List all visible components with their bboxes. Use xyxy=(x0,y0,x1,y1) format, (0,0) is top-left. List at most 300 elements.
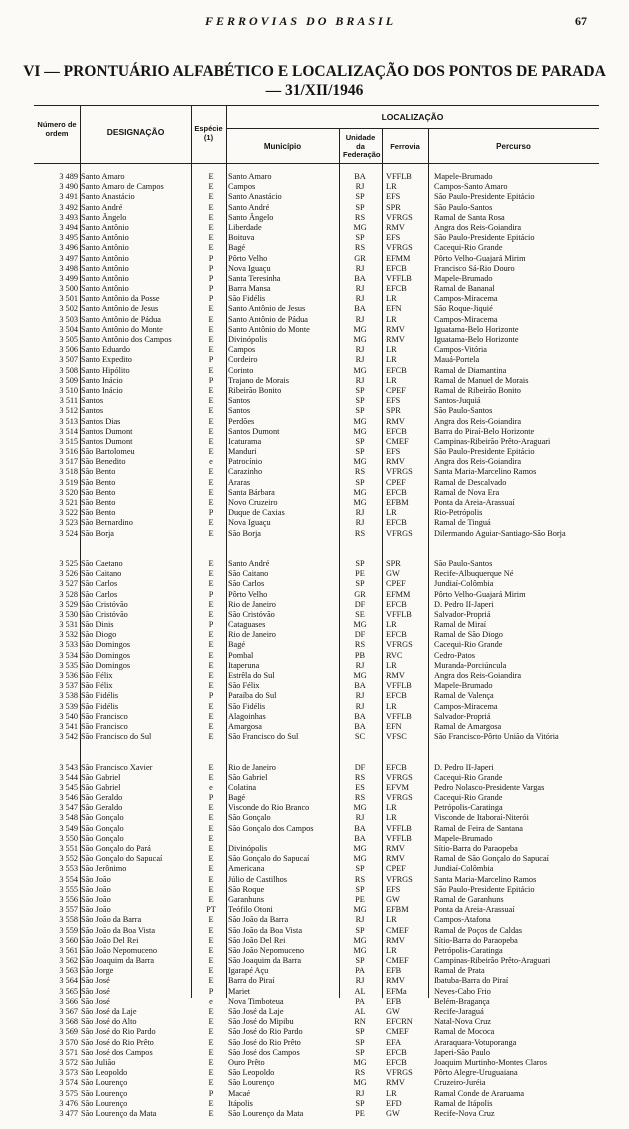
cell-numero: 3 508 xyxy=(59,365,78,375)
title-line-2: — 31/XII/1946 xyxy=(265,82,364,99)
cell-uf: RJ xyxy=(355,182,365,192)
cell-percurso: Santos-Juquiá xyxy=(434,396,481,406)
cell-designacao: Santo Eduardo xyxy=(81,345,131,355)
cell-especie: e xyxy=(209,782,213,792)
cell-percurso: Mapele-Brumado xyxy=(434,681,493,691)
cell-especie: P xyxy=(208,620,214,630)
table-row xyxy=(34,345,599,355)
cell-designacao: São Jerônimo xyxy=(81,864,127,874)
cell-especie: E xyxy=(208,1007,214,1017)
cell-uf: RJ xyxy=(355,701,365,711)
cell-especie: E xyxy=(208,854,214,864)
cell-percurso: Ramal Conde de Araruama xyxy=(434,1088,525,1098)
cell-ferrovia: EFS xyxy=(386,192,401,202)
cell-municipio: Macaé xyxy=(228,1088,251,1098)
cell-numero: 3 532 xyxy=(59,630,78,640)
cell-designacao: São Gonçalo do Pará xyxy=(81,844,151,854)
cell-municipio: Pombal xyxy=(228,650,254,660)
cell-designacao: São Francisco do Sul xyxy=(81,732,152,742)
cell-uf: AL xyxy=(354,1007,366,1017)
cell-uf: MG xyxy=(353,222,367,232)
cell-percurso: Iguatama-Belo Horizonte xyxy=(434,335,519,344)
cell-numero: 3 554 xyxy=(59,874,78,884)
cell-uf: SP xyxy=(355,956,365,966)
cell-municipio: São Roque xyxy=(228,884,265,894)
cell-especie: E xyxy=(208,650,214,660)
table-row xyxy=(34,508,599,518)
cell-designacao: São João xyxy=(81,874,111,884)
cell-percurso: Cacequi-Rio Grande xyxy=(434,772,503,782)
cell-uf: BA xyxy=(354,304,366,314)
cell-municipio: Nova Timboteua xyxy=(228,996,284,1006)
cell-ferrovia: VFSC xyxy=(386,732,407,742)
page-number: 67 xyxy=(575,14,587,28)
cell-percurso: São Paulo-Presidente Epitácio xyxy=(434,233,535,243)
header-ferrovia: Ferrovia xyxy=(390,142,420,151)
cell-municipio: Garanhuns xyxy=(228,894,264,904)
cell-numero: 3 495 xyxy=(59,233,78,243)
cell-numero: 3 499 xyxy=(59,273,78,283)
cell-municipio: Perdões xyxy=(228,416,255,426)
cell-uf: SP xyxy=(355,202,365,212)
table-row xyxy=(34,304,599,314)
cell-municipio: Santa Teresinha xyxy=(228,273,281,283)
cell-numero: 3 523 xyxy=(59,518,78,528)
cell-municipio: Corinto xyxy=(228,365,254,375)
cell-percurso: Muranda-Porciúncula xyxy=(434,660,507,670)
table-row xyxy=(34,559,599,569)
cell-municipio: Bagé xyxy=(228,640,246,650)
cell-especie: E xyxy=(208,609,214,619)
cell-uf: SP xyxy=(355,884,365,894)
cell-uf: RJ xyxy=(355,976,365,986)
header-percurso: Percurso xyxy=(496,142,531,151)
cell-numero: 3 543 xyxy=(59,762,78,772)
cell-numero: 3 527 xyxy=(59,579,78,589)
cell-numero: 3 528 xyxy=(59,589,78,599)
cell-especie: E xyxy=(208,467,214,477)
cell-designacao: Santo Antônio xyxy=(81,222,129,232)
cell-numero: 3 514 xyxy=(59,426,78,436)
cell-uf: MG xyxy=(353,945,367,955)
cell-especie: E xyxy=(208,426,214,436)
cell-percurso: Jundiaí-Colômbia xyxy=(434,579,494,589)
cell-especie: P xyxy=(208,273,214,283)
cell-municipio: Rio de Janeiro xyxy=(228,630,276,640)
cell-percurso: Santa Maria-Marcelino Ramos xyxy=(434,874,537,884)
cell-municipio: Santo André xyxy=(228,558,270,568)
cell-uf: PE xyxy=(355,569,365,579)
running-head xyxy=(0,14,629,34)
cell-municipio: Patrocínio xyxy=(228,457,263,467)
cell-especie: E xyxy=(208,416,214,426)
cell-uf: AL xyxy=(354,986,366,996)
cell-percurso: Visconde de Itaboraí-Niterói xyxy=(434,813,529,823)
table-row xyxy=(34,335,599,345)
cell-designacao: São Bento xyxy=(81,477,116,487)
cell-ferrovia: EFS xyxy=(386,396,401,406)
cell-ferrovia: EFS xyxy=(386,447,401,457)
cell-municipio: Barra do Piraí xyxy=(228,976,275,986)
cell-uf: RS xyxy=(354,772,366,782)
cell-numero: 3 560 xyxy=(59,935,78,945)
cell-municipio: Pôrto Velho xyxy=(228,253,268,263)
cell-designacao: São Cristóvão xyxy=(81,609,128,619)
cell-especie: E xyxy=(208,518,214,528)
cell-ferrovia: EFCB xyxy=(386,365,407,375)
cell-especie: E xyxy=(208,1047,214,1057)
table-row xyxy=(34,997,599,1007)
cell-numero: 3 505 xyxy=(59,335,78,344)
cell-ferrovia: VFFLB xyxy=(386,833,412,843)
cell-percurso: São Paulo-Presidente Epitácio xyxy=(434,884,535,894)
cell-ferrovia: VFRGS xyxy=(386,1068,413,1078)
cell-municipio: São Cristóvão xyxy=(228,609,275,619)
cell-municipio: São Gonçalo xyxy=(228,813,271,823)
cell-percurso: Cacequi-Rio Grande xyxy=(434,640,503,650)
cell-designacao: Santos Dumont xyxy=(81,426,133,436)
cell-ferrovia: CMEF xyxy=(386,1027,409,1037)
cell-numero: 3 559 xyxy=(59,925,78,935)
cell-designacao: Santo Antônio da Posse xyxy=(81,294,160,304)
cell-municipio: Pôrto Velho xyxy=(228,589,268,599)
cell-ferrovia: VFRGS xyxy=(386,212,413,222)
cell-designacao: São Francisco xyxy=(81,721,128,731)
cell-designacao: São Bartolomeu xyxy=(81,447,135,457)
cell-especie: E xyxy=(208,925,214,935)
cell-percurso: Cacequi-Rio Grande xyxy=(434,243,503,253)
cell-uf: DF xyxy=(354,599,366,609)
table-row xyxy=(34,203,599,213)
cell-designacao: São Caetano xyxy=(81,558,123,568)
header-designacao: DESIGNAÇÃO xyxy=(106,127,165,137)
cell-designacao: São Fidélis xyxy=(81,691,119,701)
cell-municipio: São João Nepomuceno xyxy=(228,945,305,955)
cell-numero: 3 556 xyxy=(59,894,78,904)
cell-designacao: São Bento xyxy=(81,498,116,507)
cell-percurso: Petrópolis-Caratinga xyxy=(434,803,503,813)
cell-especie: E xyxy=(208,956,214,966)
cell-municipio: Liberdade xyxy=(228,222,262,232)
cell-numero: 3 534 xyxy=(59,650,78,660)
cell-ferrovia: EFN xyxy=(386,304,402,314)
table-row xyxy=(34,630,599,640)
cell-especie: E xyxy=(208,711,214,721)
cell-especie: E xyxy=(208,182,214,192)
cell-numero: 3 569 xyxy=(59,1027,78,1037)
cell-numero: 3 537 xyxy=(59,681,78,691)
cell-percurso: Recife-Jaraguá xyxy=(434,1007,484,1017)
cell-ferrovia: RMV xyxy=(386,935,405,945)
table-row xyxy=(34,1109,599,1119)
cell-percurso: Mapele-Brumado xyxy=(434,833,493,843)
cell-numero: 3 542 xyxy=(59,732,78,742)
cell-ferrovia: SPR xyxy=(386,202,401,212)
cell-numero: 3 489 xyxy=(59,172,78,181)
cell-numero: 3 555 xyxy=(59,884,78,894)
cell-percurso: Cacequi-Rio Grande xyxy=(434,793,503,803)
cell-designacao: Santo Ângelo xyxy=(81,212,127,222)
cell-municipio: Santos Dumont xyxy=(228,426,280,436)
cell-numero: 3 496 xyxy=(59,243,78,253)
cell-especie: P xyxy=(208,294,214,304)
cell-municipio: São João da Boa Vista xyxy=(228,925,303,935)
cell-especie: E xyxy=(208,966,214,976)
cell-uf: MG xyxy=(353,365,367,375)
table-row xyxy=(34,223,599,233)
cell-percurso: Neves-Cabo Frio xyxy=(434,986,491,996)
cell-designacao: São José do Rio Prêto xyxy=(81,1037,154,1047)
table-row xyxy=(34,1007,599,1017)
cell-numero: 3 501 xyxy=(59,294,78,304)
cell-numero: 3 517 xyxy=(59,457,78,467)
cell-municipio: Novo Cruzeiro xyxy=(228,498,278,507)
cell-ferrovia: LR xyxy=(386,294,397,304)
table-row xyxy=(34,1048,599,1058)
table-row xyxy=(34,396,599,406)
cell-especie: E xyxy=(208,335,214,344)
cell-percurso: Rio-Petrópolis xyxy=(434,508,483,518)
cell-ferrovia: EFVM xyxy=(386,782,410,792)
cell-percurso: Ponta da Areia-Arassuaí xyxy=(434,498,515,507)
cell-ferrovia: EFS xyxy=(386,884,401,894)
cell-especie: E xyxy=(208,436,214,446)
cell-designacao: São Domingos xyxy=(81,660,131,670)
cell-percurso: Petrópolis-Caratinga xyxy=(434,945,503,955)
cell-designacao: Santo Inácio xyxy=(81,375,123,385)
cell-ferrovia: RMV xyxy=(386,854,405,864)
cell-numero: 3 549 xyxy=(59,823,78,833)
cell-especie: E xyxy=(208,202,214,212)
cell-designacao: Santos Dias xyxy=(81,416,121,426)
cell-especie: E xyxy=(208,1017,214,1027)
cell-ferrovia: CMEF xyxy=(386,436,409,446)
table-row xyxy=(34,834,599,844)
cell-percurso: Ramal de Nova Era xyxy=(434,487,500,497)
cell-designacao: São Francisco xyxy=(81,711,128,721)
table-row xyxy=(34,976,599,986)
cell-numero: 3 533 xyxy=(59,640,78,650)
table-row xyxy=(34,783,599,793)
table-row xyxy=(34,803,599,813)
cell-municipio: Divinópolis xyxy=(228,335,268,344)
cell-numero: 3 498 xyxy=(59,263,78,273)
cell-percurso: São Paulo-Santos xyxy=(434,558,493,568)
cell-designacao: São Lourenço xyxy=(81,1078,128,1088)
cell-especie: PT xyxy=(206,905,216,915)
table-row xyxy=(34,569,599,579)
cell-numero: 3 524 xyxy=(59,528,78,538)
cell-designacao: São Diogo xyxy=(81,630,117,640)
cell-uf: BA xyxy=(354,833,366,843)
cell-numero: 3 567 xyxy=(59,1007,78,1017)
cell-numero: 3 525 xyxy=(59,558,78,568)
cell-numero: 3 557 xyxy=(59,905,78,915)
table-row xyxy=(34,355,599,365)
cell-percurso: Ponta da Areia-Arassuaí xyxy=(434,905,515,915)
table-row xyxy=(34,172,599,182)
cell-ferrovia: RMV xyxy=(386,335,405,344)
cell-designacao: São José xyxy=(81,986,110,996)
cell-municipio: Campos xyxy=(228,345,256,355)
cell-municipio: São Leopoldo xyxy=(228,1068,275,1078)
cell-ferrovia: CPEF xyxy=(386,477,406,487)
cell-percurso: Recife-Albuquerque Né xyxy=(434,569,514,579)
table-row xyxy=(34,691,599,701)
table-row xyxy=(34,915,599,925)
cell-uf: SP xyxy=(355,477,365,487)
cell-designacao: São Gonçalo xyxy=(81,823,124,833)
cell-numero: 3 477 xyxy=(59,1108,78,1118)
cell-especie: E xyxy=(208,304,214,314)
cell-uf: SP xyxy=(355,192,365,202)
cell-ferrovia: EFCRN xyxy=(386,1017,413,1027)
row-group xyxy=(34,763,599,1120)
cell-uf: RJ xyxy=(355,691,365,701)
cell-especie: P xyxy=(208,253,214,263)
cell-especie: E xyxy=(208,762,214,772)
table-top-rule xyxy=(34,105,599,106)
cell-especie: E xyxy=(208,599,214,609)
cell-numero: 3 558 xyxy=(59,915,78,925)
cell-numero: 3 566 xyxy=(59,996,78,1006)
cell-ferrovia: LR xyxy=(386,182,397,192)
cell-uf: MG xyxy=(353,1057,367,1067)
cell-municipio: São Lourenço da Mata xyxy=(228,1108,304,1118)
cell-ferrovia: EFCB xyxy=(386,263,407,273)
cell-especie: E xyxy=(208,579,214,589)
cell-percurso: Ramal de Bananal xyxy=(434,284,495,294)
cell-ferrovia: LR xyxy=(386,945,397,955)
cell-municipio: Cataguases xyxy=(228,620,266,630)
table-row xyxy=(34,1058,599,1068)
cell-numero: 3 507 xyxy=(59,355,78,365)
table-row xyxy=(34,895,599,905)
cell-ferrovia: VFRGS xyxy=(386,793,413,803)
cell-uf: MG xyxy=(353,324,367,334)
cell-uf: RS xyxy=(354,528,366,538)
cell-municipio: Colatina xyxy=(228,782,257,792)
cell-especie: E xyxy=(208,1068,214,1078)
cell-especie: E xyxy=(208,233,214,243)
cell-ferrovia: GW xyxy=(386,1108,400,1118)
table-row xyxy=(34,661,599,671)
cell-numero: 3 572 xyxy=(59,1057,78,1067)
cell-percurso: São Paulo-Presidente Epitácio xyxy=(434,192,535,202)
cell-especie: E xyxy=(208,844,214,854)
cell-especie: E xyxy=(208,864,214,874)
cell-numero: 3 544 xyxy=(59,772,78,782)
cell-percurso: Ramal de São Diogo xyxy=(434,630,503,640)
cell-municipio: Santo Antônio do Monte xyxy=(228,324,310,334)
cell-numero: 3 518 xyxy=(59,467,78,477)
cell-uf: RJ xyxy=(355,1088,365,1098)
cell-designacao: Santo Hipólito xyxy=(81,365,130,375)
table-row xyxy=(34,233,599,243)
table-row xyxy=(34,763,599,773)
cell-municipio: Americana xyxy=(228,864,265,874)
cell-designacao: Santo Antônio xyxy=(81,253,129,263)
cell-numero: 3 512 xyxy=(59,406,78,416)
cell-numero: 3 575 xyxy=(59,1088,78,1098)
cell-designacao: São José dos Campos xyxy=(81,1047,153,1057)
header-numero: Número de ordem xyxy=(37,120,77,138)
cell-uf: MG xyxy=(353,844,367,854)
cell-percurso: Ramal de Miraí xyxy=(434,620,487,630)
cell-designacao: Santo Inácio xyxy=(81,385,123,395)
cell-uf: RJ xyxy=(355,375,365,385)
cell-uf: PE xyxy=(355,1108,365,1118)
cell-designacao: São Bento xyxy=(81,467,116,477)
cell-ferrovia: EFMM xyxy=(386,589,411,599)
cell-percurso: Ramal de São Gonçalo do Sapucaí xyxy=(434,854,549,864)
cell-uf: RS xyxy=(354,467,366,477)
cell-percurso: Campos-Miracema xyxy=(434,701,498,711)
cell-especie: P xyxy=(208,691,214,701)
cell-especie: E xyxy=(208,243,214,253)
cell-municipio: Trajano de Morais xyxy=(228,375,289,385)
cell-uf: RJ xyxy=(355,508,365,518)
cell-numero: 3 513 xyxy=(59,416,78,426)
cell-uf: RJ xyxy=(355,355,365,365)
cell-ferrovia: VFRGS xyxy=(386,640,413,650)
cell-numero: 3 570 xyxy=(59,1037,78,1047)
cell-ferrovia: VFFLB xyxy=(386,273,412,283)
cell-ferrovia: EFCB xyxy=(386,762,407,772)
table-row xyxy=(34,864,599,874)
cell-uf: SP xyxy=(355,558,365,568)
cell-percurso: Ramal de Itápolis xyxy=(434,1098,493,1108)
table-row xyxy=(34,905,599,915)
table-row xyxy=(34,488,599,498)
cell-uf: RS xyxy=(354,212,366,222)
cell-numero: 3 520 xyxy=(59,487,78,497)
cell-especie: E xyxy=(208,477,214,487)
table-row xyxy=(34,590,599,600)
cell-ferrovia: EFCB xyxy=(386,630,407,640)
cell-municipio: Santos xyxy=(228,406,251,416)
cell-percurso: Pôrto Alegre-Uruguaiana xyxy=(434,1068,518,1078)
cell-designacao: São Lourenço xyxy=(81,1088,128,1098)
table-row xyxy=(34,579,599,589)
cell-municipio: Campos xyxy=(228,182,256,192)
table-row xyxy=(34,610,599,620)
cell-numero: 3 515 xyxy=(59,436,78,446)
cell-uf: BA xyxy=(354,172,366,181)
table-row xyxy=(34,427,599,437)
cell-municipio: Santa Bárbara xyxy=(228,487,275,497)
cell-uf: MG xyxy=(353,335,367,344)
cell-municipio: Rio de Janeiro xyxy=(228,599,276,609)
cell-especie: e xyxy=(209,996,213,1006)
cell-uf: SP xyxy=(355,1098,365,1108)
cell-uf: MG xyxy=(353,935,367,945)
table-row xyxy=(34,294,599,304)
cell-ferrovia: SPR xyxy=(386,406,401,416)
cell-ferrovia: VFFLB xyxy=(386,609,412,619)
cell-uf: RJ xyxy=(355,813,365,823)
cell-especie: E xyxy=(208,558,214,568)
cell-ferrovia: VFRGS xyxy=(386,467,413,477)
cell-especie: E xyxy=(208,732,214,742)
cell-ferrovia: RVC xyxy=(386,650,403,660)
cell-especie: E xyxy=(208,671,214,681)
cell-percurso: Natal-Nova Cruz xyxy=(434,1017,491,1027)
cell-numero: 3 504 xyxy=(59,324,78,334)
cell-especie: E xyxy=(208,222,214,232)
table-row xyxy=(34,671,599,681)
cell-ferrovia: LR xyxy=(386,813,397,823)
